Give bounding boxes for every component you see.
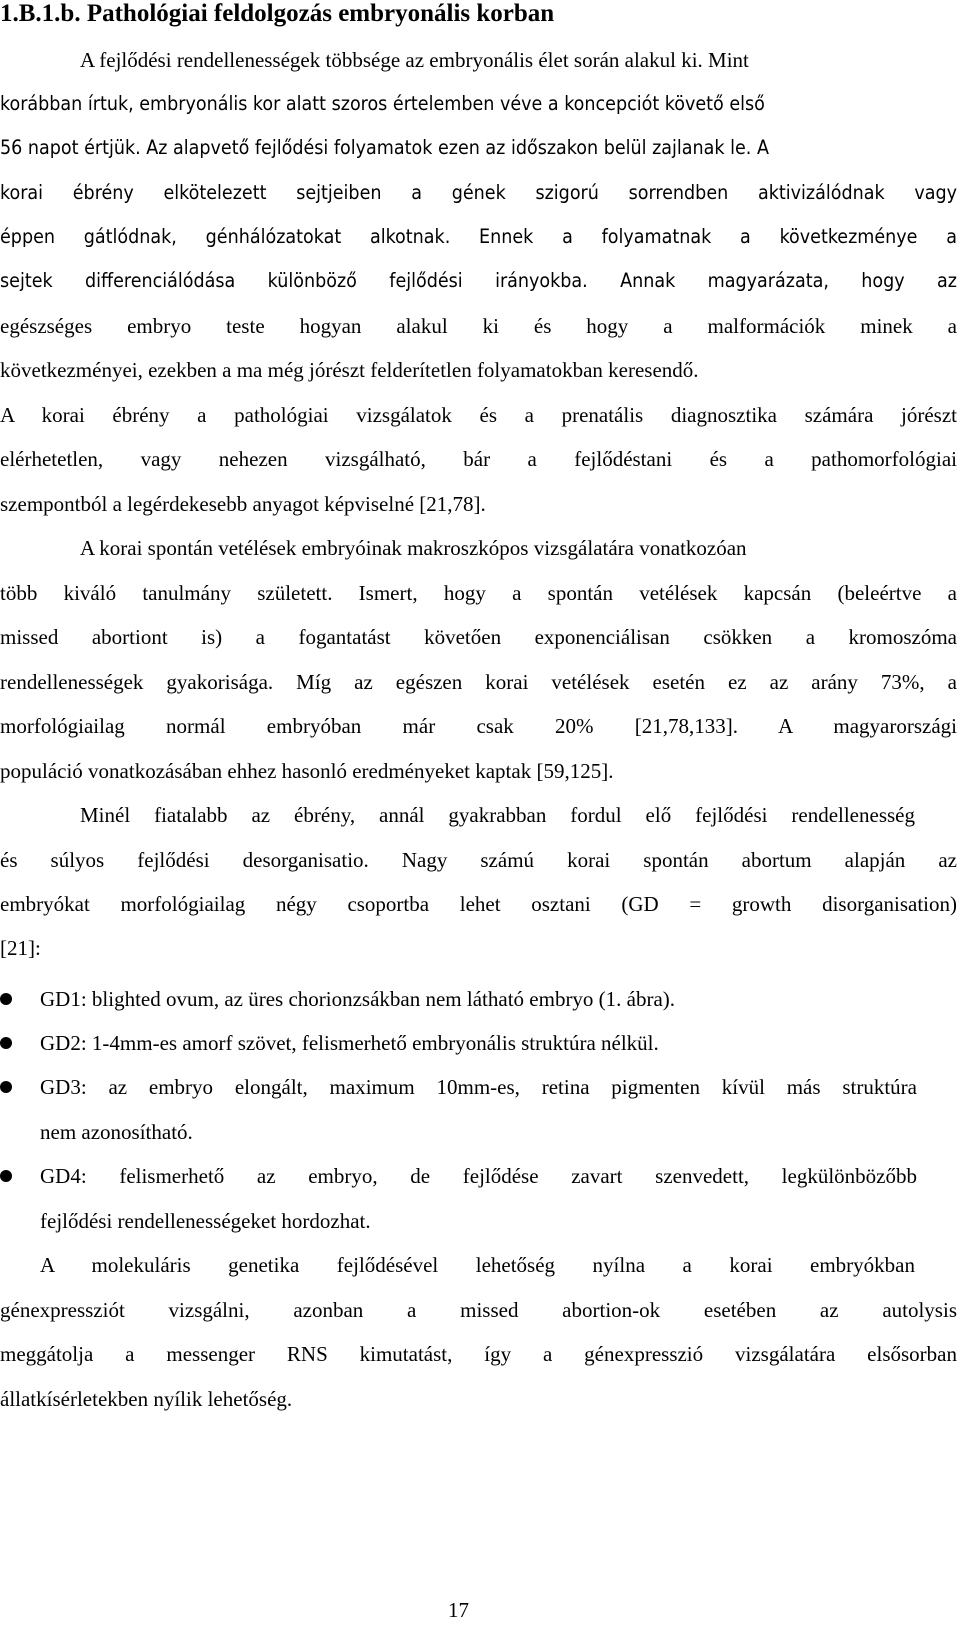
- list-item-text: GD4: felismerhető az embryo, de fejlődése zavart szenvedett, legkülönbözőbb: [40, 1164, 917, 1188]
- text-line: embryókat morfológiailag négy csoportba lehet osztani (GD = growth disorganisation): [0, 892, 957, 916]
- text-line: missed abortiont is) a fogantatást követően exponenciálisan csökken a kromoszóma: [0, 625, 957, 649]
- text-line: több kiváló tanulmány született. Ismert, hogy a spontán vetélések kapcsán (beleértve a: [0, 581, 957, 605]
- text-line: génexpressziót vizsgálni, azonban a missed abortion-ok esetében az autolysis: [0, 1298, 957, 1322]
- list-item-text: fejlődési rendellenességeket hordozhat.: [40, 1209, 371, 1233]
- section-heading: 1.B.1.b. Pathológiai feldolgozás embryonális korban: [0, 0, 555, 27]
- text-line: és súlyos fejlődési desorganisatio. Nagy számú korai spontán abortum alapján az: [0, 848, 957, 872]
- text-line: korábban írtuk, embryonális kor alatt szoros értelemben véve a koncepciót követő első: [0, 92, 765, 115]
- page-number: 17: [448, 1598, 469, 1622]
- text-line: elérhetetlen, vagy nehezen vizsgálható, bár a fejlődéstani és a pathomorfológiai: [0, 447, 957, 471]
- list-item-text: GD2: 1-4mm-es amorf szövet, felismerhető embryonális struktúra nélkül.: [40, 1031, 659, 1055]
- text-line: A korai ébrény a pathológiai vizsgálatok és a prenatális diagnosztika számára jórészt: [0, 403, 957, 427]
- text-line: morfológiailag normál embryóban már csak 20% [21,78,133]. A magyarországi: [0, 714, 957, 738]
- bullet-icon: [0, 993, 12, 1005]
- list-item-text: GD1: blighted ovum, az üres chorionzsákban nem látható embryo (1. ábra).: [40, 987, 676, 1011]
- bullet-icon: [0, 1081, 12, 1093]
- text-line: következményei, ezekben a ma még jórészt felderítetlen folyamatokban keresendő.: [0, 358, 699, 382]
- list-item-text: GD3: az embryo elongált, maximum 10mm-es, retina pigmenten kívül más struktúra: [40, 1075, 917, 1099]
- text-line: Minél fiatalabb az ébrény, annál gyakrabban fordul elő fejlődési rendellenesség: [80, 803, 915, 827]
- text-line: korai ébrény elkötelezett sejtjeiben a gének szigorú sorrendben aktivizálódnak vagy: [0, 181, 957, 204]
- text-line: meggátolja a messenger RNS kimutatást, így a génexpresszió vizsgálatára elsősorban: [0, 1342, 957, 1366]
- list-item-text: nem azonosítható.: [40, 1120, 193, 1144]
- text-line: sejtek differenciálódása különböző fejlődési irányokba. Annak magyarázata, hogy az: [0, 269, 957, 292]
- text-line: állatkísérletekben nyílik lehetőség.: [0, 1387, 293, 1411]
- text-line: A molekuláris genetika fejlődésével lehetőség nyílna a korai embryókban: [40, 1253, 915, 1277]
- bullet-icon: [0, 1170, 12, 1182]
- text-line: szempontból a legérdekesebb anyagot képviselné [21,78].: [0, 492, 486, 516]
- text-line: 56 napot értjük. Az alapvető fejlődési folyamatok ezen az időszakon belül zajlanak le. A: [0, 136, 769, 159]
- bullet-icon: [0, 1037, 12, 1049]
- text-line: [21]:: [0, 936, 41, 960]
- text-line: A korai spontán vetélések embryóinak makroszkópos vizsgálatára vonatkozóan: [80, 536, 747, 560]
- text-line: A fejlődési rendellenességek többsége az embryonális élet során alakul ki. Mint: [80, 48, 749, 72]
- text-line: rendellenességek gyakorisága. Míg az egészen korai vetélések esetén ez az arány 73%, a: [0, 670, 957, 694]
- text-line: éppen gátlódnak, génhálózatokat alkotnak. Ennek a folyamatnak a következménye a: [0, 225, 957, 248]
- text-line: populáció vonatkozásában ehhez hasonló eredményeket kaptak [59,125].: [0, 759, 614, 783]
- text-line: egészséges embryo teste hogyan alakul ki és hogy a malformációk minek a: [0, 314, 957, 338]
